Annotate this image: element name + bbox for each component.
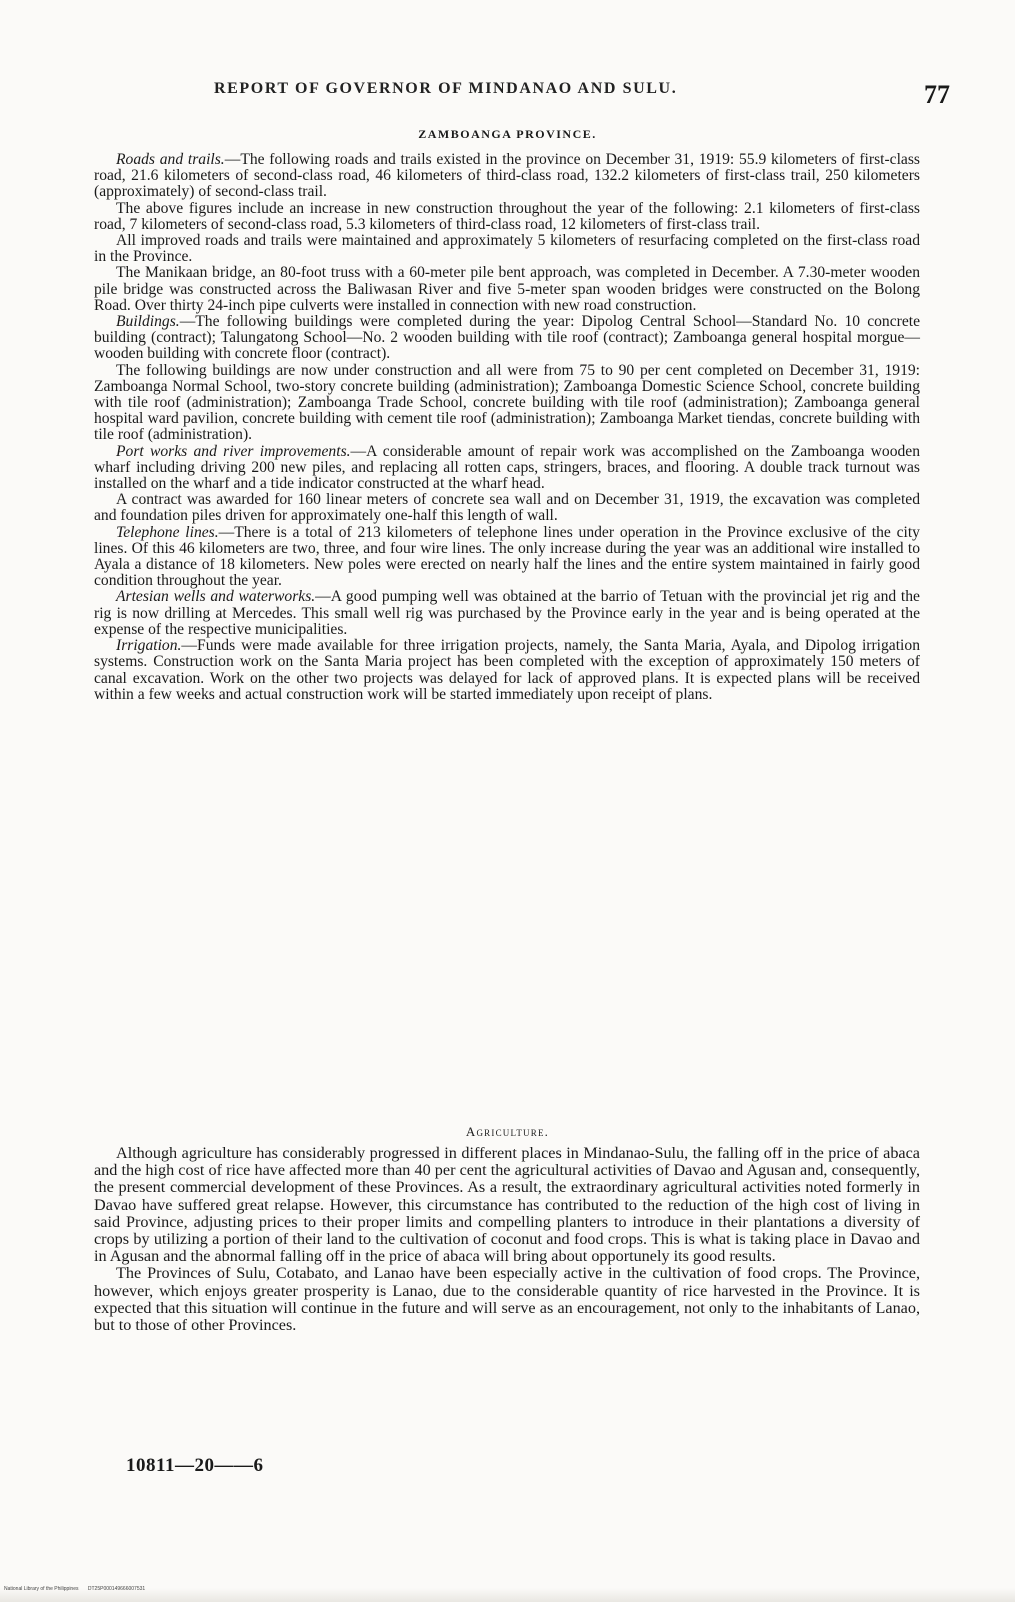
paragraph (94, 314, 920, 363)
signature-mark: 10811—20——6 (126, 1455, 264, 1476)
running-head: REPORT OF GOVERNOR OF MINDANAO AND SULU. (214, 80, 678, 97)
paragraph (94, 1145, 920, 1265)
page-number: 77 (924, 80, 950, 109)
paragraph-lead: Artesian wells and waterworks. (116, 588, 316, 606)
paragraph-text: The following buildings are now under construction and all were from 75 to 90 per cent completed on December 31, 1919: Zamboanga Normal School, two-story concrete building (administration); Zamboanga Domestic Science School, concrete building with tile roof (administration); Zamboanga Trade School, concrete building with tile roof (administration); Zamboanga general hospital ward pavilion, concrete building with cement tile roof (administration); Zamboanga Market tiendas, concrete building with tile roof (administration). (94, 361, 920, 444)
paragraph (94, 1265, 920, 1334)
paragraph-text: —There is a total of 213 kilometers of telephone lines under operation in the Province exclusive of the city lines. Of this 46 kilometers are two, three, and four wire lines. The only increase during the year was an additional wire installed to Ayala a distance of 18 kilometers. New poles were erected on nearly half the lines and the entire system maintained in fairly good condition throughout the year. (94, 523, 920, 590)
section-title-zamboanga: ZAMBOANGA PROVINCE. (418, 127, 597, 141)
paragraph (94, 265, 920, 314)
paragraph (94, 152, 920, 201)
footer-library: National Library of the Philippines (4, 1586, 79, 1592)
paragraph-lead: Port works and river improvements. (116, 442, 351, 460)
zamboanga-body (94, 152, 920, 703)
paragraph-text: A contract was awarded for 160 linear meters of concrete sea wall and on December 31, 1919, the excavation was completed and foundation piles driven for approximately one-half this length of wall. (94, 491, 920, 525)
paragraph (94, 525, 920, 590)
section-title-agriculture: Agriculture. (465, 1124, 550, 1139)
paragraph-lead: Roads and trails. (116, 151, 225, 168)
paragraph-text: —The following roads and trails existed in the province on December 31, 1919: 55.9 kilometers of first-class road, 21.6 kilometers of second-class road, 46 kilometers of third-class road, 132.2 kilometers of first-class trail, 250 kilometers (approximately) of second-class trail. (94, 151, 920, 201)
paragraph-text: Although agriculture has considerably progressed in different places in Mindanao-Sulu, the falling off in the price of abaca and the high cost of rice have affected more than 40 per cent the agricultural activities of Davao and Agusan and, consequently, the present commercial development of these Provinces. As a result, the extraordinary agricultural activities noted formerly in Davao have suffered great relapse. However, this circumstance has contributed to the reduction of the high cost of living in said Province, adjusting prices to their proper limits and compelling planters to introduce in their plantations a diversity of crops by utilizing a portion of their land to the cultivation of coconut and food crops. This is what is taking place in Davao and in Agusan and the abnormal falling off in the price of abaca will bring about opportunely its good results. (94, 1144, 920, 1266)
paragraph (94, 492, 920, 524)
paragraph-text: —A good pumping well was obtained at the barrio of Tetuan with the provincial jet rig and the rig is now drilling at Mercedes. This small well rig was purchased by the Province early in the year and is being operated at the expense of the respective municipalities. (94, 588, 920, 638)
scan-footer (4, 1586, 153, 1592)
paragraph-text: All improved roads and trails were maintained and approximately 5 kilometers of resurfacing completed on the first-class road in the Province. (94, 232, 920, 266)
paragraph (94, 363, 920, 444)
paragraph-lead: Irrigation. (116, 637, 182, 655)
paragraph-text: —A considerable amount of repair work was accomplished on the Zamboanga wooden wharf including driving 200 new piles, and replacing all rotten caps, stringers, braces, and flooring. A double track turnout was installed on the wharf and a tide indicator constructed at the wharf head. (94, 442, 921, 493)
paragraph-text: The Provinces of Sulu, Cotabato, and Lanao have been especially active in the cultivation of food crops. The Province, however, which enjoys greater prosperity is Lanao, due to the considerable quantity of rice harvested in the Province. It is expected that this situation will continue in the future and will serve as an encouragement, not only to the inhabitants of Lanao, but to those of other Provinces. (94, 1264, 920, 1335)
paragraph (94, 233, 920, 265)
paragraph-text: The Manikaan bridge, an 80-foot truss with a 60-meter pile bent approach, was completed in December. A 7.30-meter wooden pile bridge was constructed across the Baliwasan River and five 5-meter span wooden bridges were constructed on the Bolong Road. Over thirty 24-inch pipe culverts were installed in connection with new road construction. (94, 264, 920, 314)
paragraph-text: The above figures include an increase in new construction throughout the year of the following: 2.1 kilometers of first-class road, 7 kilometers of second-class road, 5.3 kilometers of third-class road, 12 kilometers of first-class trail. (94, 199, 920, 233)
paragraph-lead: Telephone lines. (116, 523, 219, 541)
paragraph (94, 201, 920, 233)
paragraph-text: —The following buildings were completed during the year: Dipolog Central School—Standard No. 10 concrete building (contract); Talungatong School—No. 2 wooden building with tile roof (contract); Zamboanga general hospital morgue—wooden building with concrete floor (contract). (94, 313, 920, 363)
paragraph (94, 589, 920, 638)
paragraph (94, 638, 920, 703)
agriculture-body (94, 1145, 920, 1334)
footer-record: DT25P000149666007531 (87, 1586, 146, 1592)
paragraph (94, 444, 920, 493)
paragraph-lead: Buildings. (116, 313, 180, 331)
paragraph-text: —Funds were made available for three irrigation projects, namely, the Santa Maria, Ayala, and Dipolog irrigation systems. Construction work on the Santa Maria project has been completed with the exception of approximately 150 meters of canal excavation. Work on the other two projects was delayed for lack of approved plans. It is expected plans will be received within a few weeks and actual construction work will be started immediately upon receipt of plans. (94, 637, 920, 703)
